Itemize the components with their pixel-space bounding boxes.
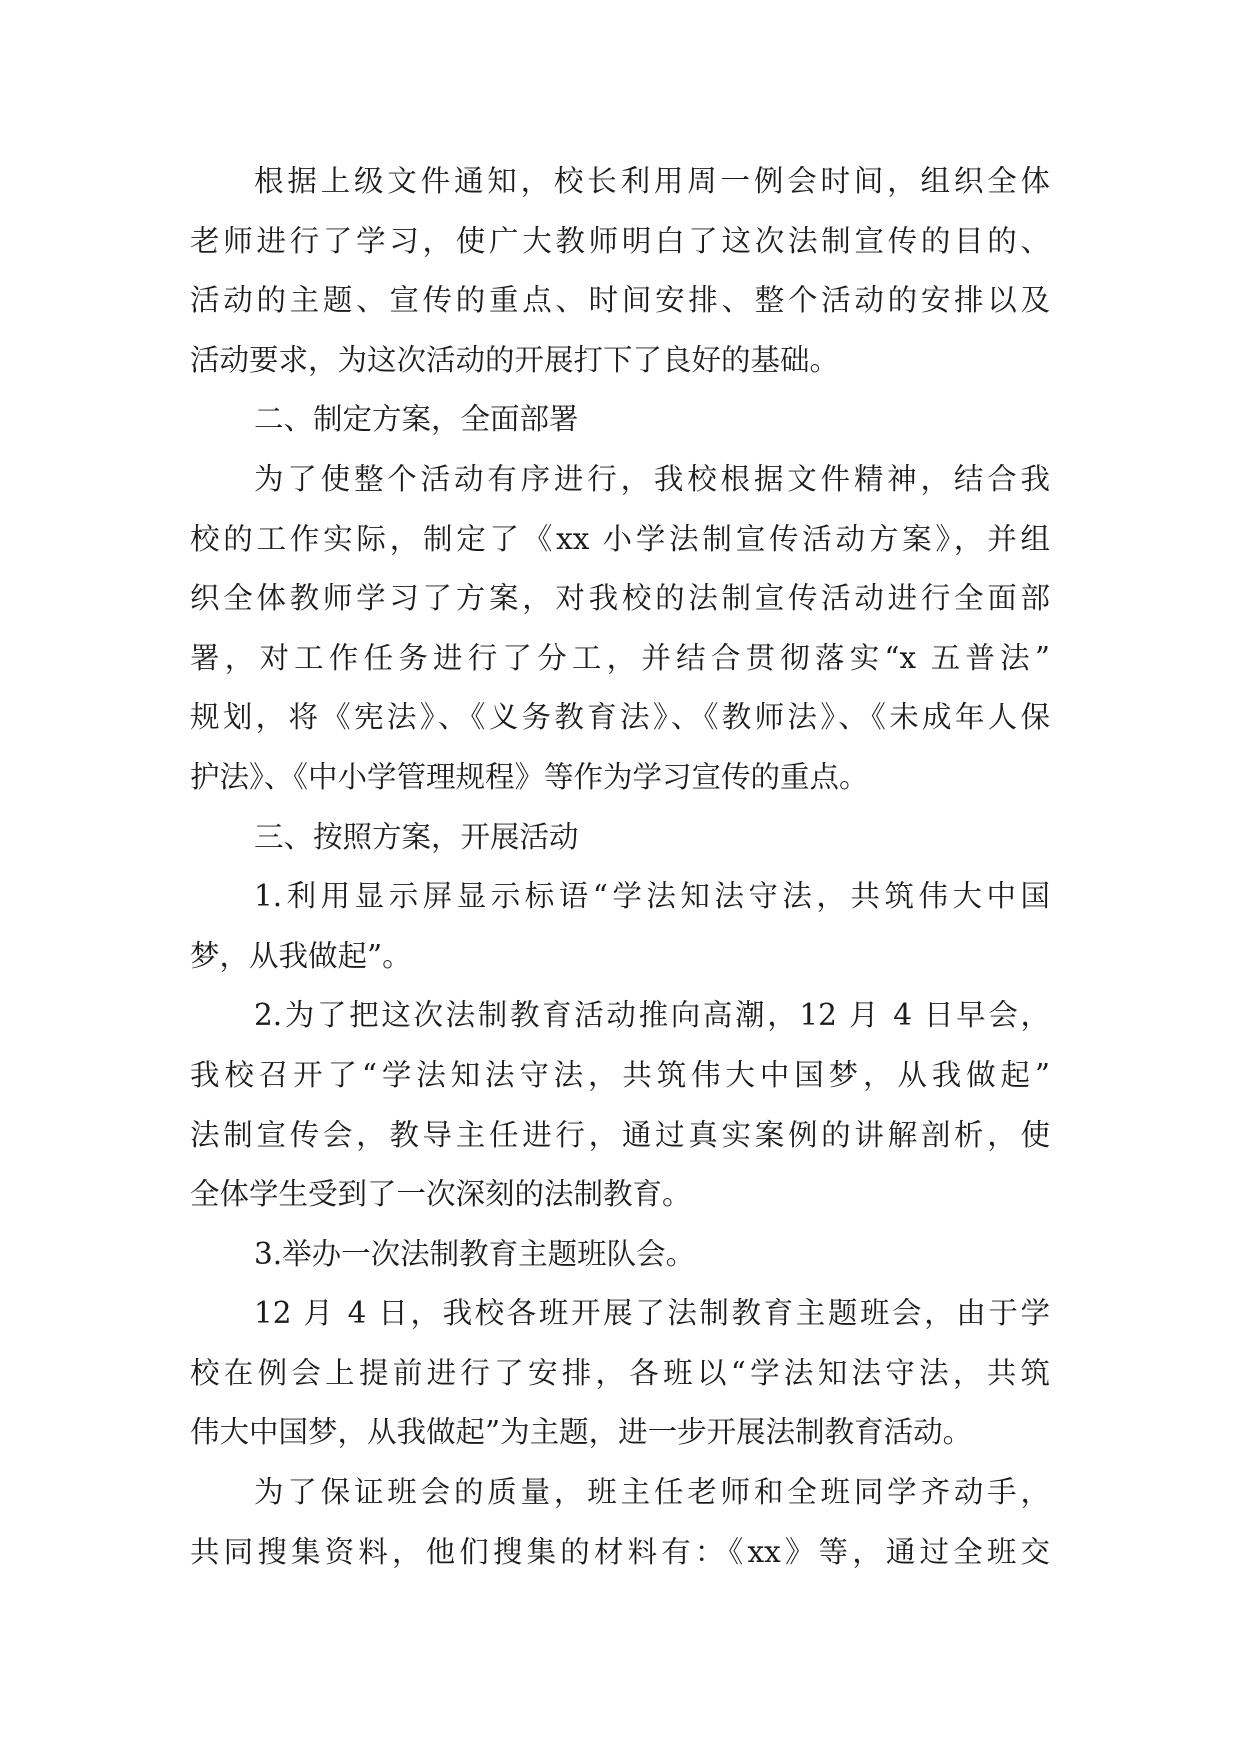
text-line: 梦，从我做起”。 (190, 938, 412, 973)
text-line: 根据上级文件通知，校长利用周一例会时间，组织全体 (254, 164, 1050, 198)
text-line: 规划，将《宪法》、《义务教育法》、《教师法》、《未成年人保 (190, 700, 1050, 735)
text-line: 活动的主题、宣传的重点、时间安排、整个活动的安排以及 (190, 283, 1050, 318)
text-line: 3.举办一次法制教育主题班队会。 (254, 1236, 696, 1271)
text-line: 为了保证班会的质量，班主任老师和全班同学齐动手， (254, 1475, 1050, 1510)
text-line: 署，对工作任务进行了分工，并结合贯彻落实“x 五普法” (190, 640, 1050, 675)
text-line: 为了使整个活动有序进行，我校根据文件精神，结合我 (254, 461, 1050, 496)
document-body (190, 152, 1050, 1582)
section-heading: 二、制定方案，全面部署 (254, 402, 579, 437)
text-line: 法制宣传会，教导主任进行，通过真实案例的讲解剖析，使 (190, 1117, 1050, 1152)
text-line: 1.利用显示屏显示标语“学法知法守法，共筑伟大中国 (254, 879, 1050, 914)
text-line: 共同搜集资料，他们搜集的材料有：《xx》等，通过全班交 (190, 1534, 1050, 1569)
text-line: 2.为了把这次法制教育活动推向高潮，12 月 4 日早会， (254, 998, 1050, 1033)
text-line: 活动要求，为这次活动的开展打下了良好的基础。 (190, 342, 840, 377)
text-line: 校在例会上提前进行了安排，各班以“学法知法守法，共筑 (190, 1355, 1050, 1390)
text-line: 伟大中国梦，从我做起”为主题，进一步开展法制教育活动。 (190, 1415, 973, 1450)
text-line: 护法》、《中小学管理规程》等作为学习宣传的重点。 (190, 759, 869, 794)
text-line: 织全体教师学习了方案，对我校的法制宣传活动进行全面部 (190, 581, 1050, 616)
section-heading: 三、按照方案，开展活动 (254, 819, 579, 854)
text-line: 我校召开了“学法知法守法，共筑伟大中国梦，从我做起” (190, 1057, 1050, 1092)
text-line: 校的工作实际，制定了《xx 小学法制宣传活动方案》，并组 (190, 521, 1050, 556)
text-line: 全体学生受到了一次深刻的法制教育。 (190, 1177, 692, 1212)
text-line: 12 月 4 日，我校各班开展了法制教育主题班会，由于学 (254, 1296, 1050, 1331)
text-line: 老师进行了学习，使广大教师明白了这次法制宣传的目的、 (190, 223, 1050, 258)
